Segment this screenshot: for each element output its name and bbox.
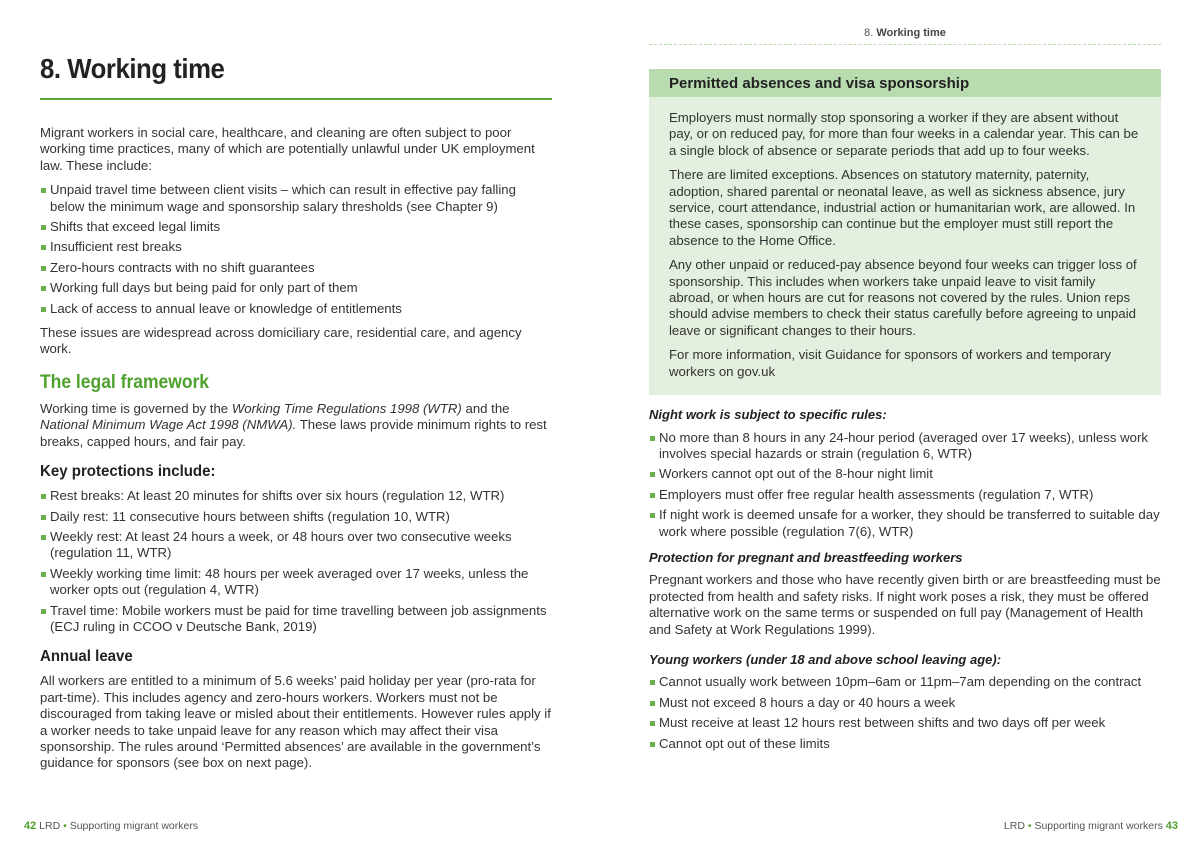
right-footer (1004, 818, 1178, 834)
box-body (649, 97, 1161, 395)
page-number: 43 (1165, 820, 1178, 832)
legal-framework-heading: The legal framework (40, 371, 210, 393)
pregnant-workers-heading: Protection for pregnant and breastfeeding workers (649, 549, 963, 565)
night-work-list (649, 430, 1161, 540)
annual-leave-paragraph: All workers are entitled to a minimum of 5.6 weeks’ paid holiday per year (pro-rata for part-time). This includes agency and zero-hours workers. Workers must not be discouraged from taking leave or misled about their entitlements. However rules apply if a worker needs to take unpaid leave for any reason which may affect their visa sponsorship. The rules around ‘Permitted absences’ are available in the government’s guidance for sponsors (see box on next page). (40, 673, 551, 771)
list-item: Daily rest: 11 consecutive hours between shifts (regulation 10, WTR) (40, 509, 554, 525)
footer-publication: Supporting migrant workers (69, 820, 199, 832)
box-paragraph: There are limited exceptions. Absences on statutory maternity, paternity, adoption, shared parental or neonatal leave, as well as sickness absence, jury service, court attendance, industrial action or humanitarian work, are allowed. In these cases, sponsorship can continue but the employer must still report the absence to the Home Office. (669, 167, 1136, 248)
list-item: Must receive at least 12 hours rest between shifts and two days off per week (649, 715, 1161, 731)
list-item: If night work is deemed unsafe for a worker, they should be transferred to suitable day work where possible (regulation 7(6), WTR) (649, 507, 1161, 540)
wtr-title: Working Time Regulations 1998 (WTR) (231, 400, 462, 416)
running-head-rule (649, 44, 1161, 45)
young-workers-heading: Young workers (under 18 and above school leaving age): (649, 651, 1002, 667)
nmwa-title: National Minimum Wage Act 1998 (NMWA). (40, 417, 297, 433)
running-head-title: Working time (876, 27, 946, 39)
box-paragraph: Any other unpaid or reduced-pay absence beyond four weeks can trigger loss of sponsorship. This includes when workers take unpaid leave to visit family abroad, or when hours are cut for reasons not covered by the rules. Union reps should advise members to check their status carefully before agreeing to unpaid leave or significant changes to their hours. (669, 257, 1137, 338)
list-item: Working full days but being paid for only part of them (40, 280, 554, 296)
running-head (649, 25, 1161, 41)
key-protections-heading: Key protections include: (40, 463, 216, 481)
intro-paragraph: Migrant workers in social care, healthcare, and cleaning are often subject to poor working time practices, many of which are potentially unlawful under UK employment law. These include: (40, 125, 535, 173)
pregnant-workers-paragraph: Pregnant workers and those who have recently given birth or are breastfeeding must be protected from health and safety risks. If night work poses a risk, they must be offered alternative work on the same terms or suspended on full pay (Management of Health and Safety at Work Regulations 1999). (649, 572, 1161, 637)
footer-org: LRD (39, 820, 61, 832)
box-paragraph: Employers must normally stop sponsoring a worker if they are absent without pay, or on reduced pay, for more than four weeks in a calendar year. This can be a single block of absence or separate periods that add up to four weeks. (669, 110, 1139, 158)
box-heading: Permitted absences and visa sponsorship (649, 69, 1161, 97)
widespread-paragraph: These issues are widespread across domiciliary care, residential care, and agency work. (40, 325, 522, 357)
list-item: Shifts that exceed legal limits (40, 219, 554, 235)
page-number: 42 (24, 820, 37, 832)
key-protections-list (40, 488, 554, 635)
title-rule (40, 98, 552, 100)
box-paragraph: For more information, visit Guidance for sponsors of workers and temporary workers on gov.uk (669, 347, 1111, 379)
night-work-heading: Night work is subject to specific rules: (649, 407, 887, 423)
right-page (649, 69, 1161, 760)
annual-leave-heading: Annual leave (40, 648, 133, 666)
list-item: Weekly working time limit: 48 hours per week averaged over 17 weeks, unless the worker opts out (regulation 4, WTR) (40, 566, 554, 599)
footer-separator: • (63, 820, 67, 832)
list-item: Cannot usually work between 10pm–6am or 11pm–7am depending on the contract (649, 674, 1161, 690)
legal-framework-paragraph (40, 401, 554, 450)
left-page (40, 52, 554, 780)
footer-separator: • (1027, 820, 1032, 832)
list-item: Employers must offer free regular health assessments (regulation 7, WTR) (649, 487, 1161, 503)
list-item: Must not exceed 8 hours a day or 40 hours a week (649, 695, 1161, 711)
list-item: Travel time: Mobile workers must be paid for time travelling between job assignments (ECJ ruling in CCOO v Deutsche Bank, 2019) (40, 603, 554, 636)
text: Working time is governed by the (40, 400, 232, 416)
list-item: No more than 8 hours in any 24-hour period (averaged over 17 weeks), unless work involves special hazards or strain (regulation 6, WTR) (649, 430, 1161, 463)
footer-publication: Supporting migrant workers (1034, 820, 1163, 832)
list-item: Unpaid travel time between client visits – which can result in effective pay falling below the minimum wage and sponsorship salary thresholds (see Chapter 9) (40, 182, 554, 215)
left-footer (24, 818, 198, 834)
list-item: Zero-hours contracts with no shift guarantees (40, 260, 554, 276)
young-workers-list (649, 674, 1161, 752)
text: and the (461, 400, 510, 416)
list-item: Rest breaks: At least 20 minutes for shifts over six hours (regulation 12, WTR) (40, 488, 554, 504)
page-title: 8. Working time (40, 53, 225, 84)
footer-org: LRD (1003, 820, 1025, 832)
list-item: Lack of access to annual leave or knowledge of entitlements (40, 301, 554, 317)
list-item: Cannot opt out of these limits (649, 736, 1161, 752)
list-item: Workers cannot opt out of the 8-hour night limit (649, 466, 1161, 482)
text: These laws provide minimum rights to rest breaks, capped hours, and fair pay. (40, 417, 547, 449)
list-item: Weekly rest: At least 24 hours a week, or 48 hours over two consecutive weeks (regulation 11, WTR) (40, 529, 554, 562)
running-head-number: 8. (864, 27, 874, 39)
permitted-absences-box (649, 69, 1161, 395)
list-item: Insufficient rest breaks (40, 239, 554, 255)
intro-list (40, 182, 554, 317)
